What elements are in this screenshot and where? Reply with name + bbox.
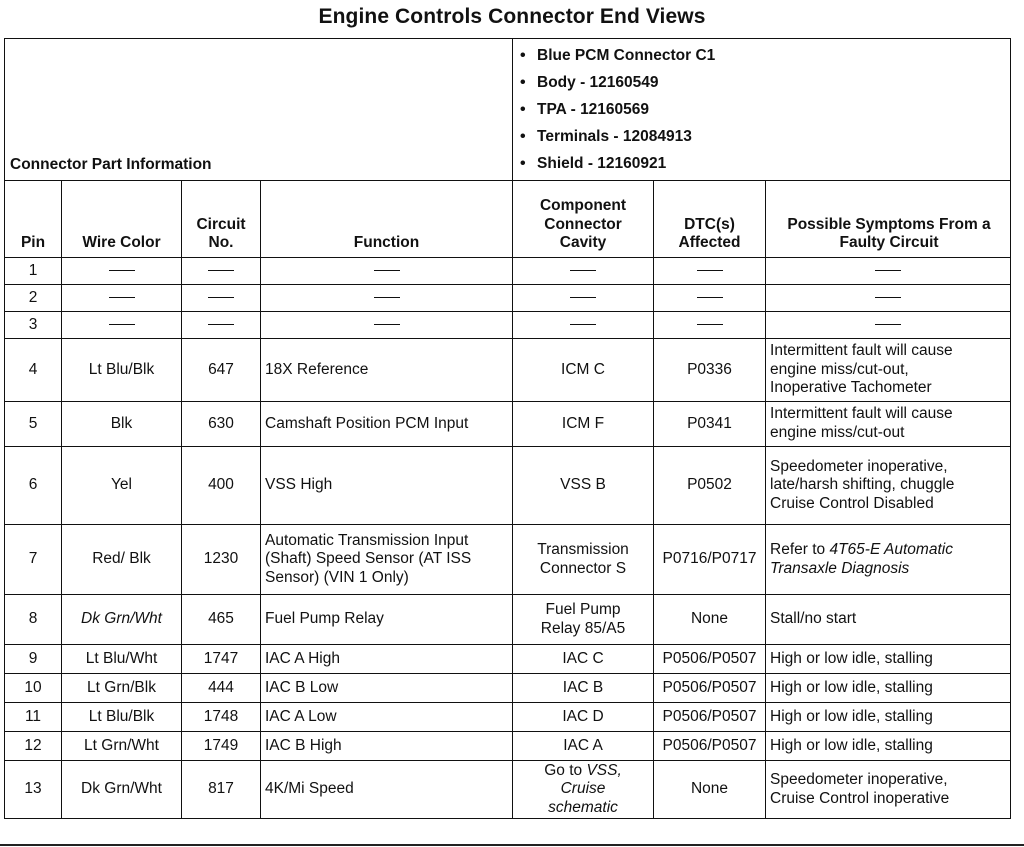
cavity-cell: ICM C (513, 339, 654, 402)
dtc-cell: None (654, 761, 766, 819)
circuit-cell: 444 (182, 674, 261, 703)
function-cell: IAC B Low (261, 674, 513, 703)
connector-part-item: • Blue PCM Connector C1 (537, 42, 1004, 69)
wire-color-cell: Yel (62, 447, 182, 525)
pin-row (5, 703, 1011, 732)
function-cell: 4K/Mi Speed (261, 761, 513, 819)
wire-color-cell: Dk Grn/Wht (62, 761, 182, 819)
circuit-cell: 1230 (182, 525, 261, 595)
empty-dash (374, 324, 400, 325)
pin-row (5, 339, 1011, 402)
circuit-cell: 1749 (182, 732, 261, 761)
header-circuit: Circuit No. (182, 181, 261, 258)
circuit-cell (182, 285, 261, 312)
pin-cell: 11 (5, 703, 62, 732)
cavity-cell: IAC B (513, 674, 654, 703)
symptoms-cell: Speedometer inoperative, late/harsh shifting, chuggle Cruise Control Disabled (766, 447, 1011, 525)
circuit-cell (182, 312, 261, 339)
connector-part-item: • Shield - 12160921 (537, 150, 1004, 177)
wire-color-cell: Lt Grn/Blk (62, 674, 182, 703)
circuit-cell: 1748 (182, 703, 261, 732)
cavity-cell (513, 258, 654, 285)
symptoms-cell (766, 312, 1011, 339)
symptoms-cell: Intermittent fault will cause engine miss/cut-out, Inoperative Tachometer (766, 339, 1011, 402)
connector-info-row (5, 39, 1011, 181)
empty-dash (697, 270, 723, 271)
symptoms-cell: High or low idle, stalling (766, 645, 1011, 674)
dtc-cell: P0506/P0507 (654, 703, 766, 732)
dtc-cell: P0502 (654, 447, 766, 525)
symptoms-cell: Intermittent fault will cause engine miss/cut-out (766, 402, 1011, 447)
cavity-cell: ICM F (513, 402, 654, 447)
wire-color-cell: Dk Grn/Wht (62, 595, 182, 645)
circuit-cell: 400 (182, 447, 261, 525)
function-cell (261, 285, 513, 312)
dtc-cell (654, 312, 766, 339)
wire-color-cell: Blk (62, 402, 182, 447)
pin-row (5, 645, 1011, 674)
connector-part-item: • TPA - 12160569 (537, 96, 1004, 123)
empty-dash (875, 270, 901, 271)
wire-color-cell (62, 258, 182, 285)
pin-cell: 2 (5, 285, 62, 312)
pin-cell: 7 (5, 525, 62, 595)
function-cell: IAC B High (261, 732, 513, 761)
dtc-cell: P0506/P0507 (654, 732, 766, 761)
connector-part-list (513, 39, 1011, 181)
symptoms-cell: Speedometer inoperative, Cruise Control inoperative (766, 761, 1011, 819)
function-cell: Automatic Transmission Input (Shaft) Speed Sensor (AT ISS Sensor) (VIN 1 Only) (261, 525, 513, 595)
pin-cell: 5 (5, 402, 62, 447)
header-function: Function (261, 181, 513, 258)
cavity-cell: Fuel Pump Relay 85/A5 (513, 595, 654, 645)
connector-pin-table (4, 38, 1011, 819)
dtc-cell: P0716/P0717 (654, 525, 766, 595)
symptoms-cell: Stall/no start (766, 595, 1011, 645)
header-cavity: Component Connector Cavity (513, 181, 654, 258)
dtc-cell: P0336 (654, 339, 766, 402)
cavity-cell: VSS B (513, 447, 654, 525)
page-title: Engine Controls Connector End Views (318, 5, 706, 28)
function-cell (261, 258, 513, 285)
header-wire-color: Wire Color (62, 181, 182, 258)
cavity-cell: IAC C (513, 645, 654, 674)
pin-row (5, 285, 1011, 312)
empty-dash (374, 270, 400, 271)
dtc-cell (654, 258, 766, 285)
circuit-cell: 647 (182, 339, 261, 402)
pin-row (5, 447, 1011, 525)
pin-cell: 10 (5, 674, 62, 703)
pin-cell: 13 (5, 761, 62, 819)
connector-part-item: • Terminals - 12084913 (537, 123, 1004, 150)
wire-color-cell: Lt Blu/Blk (62, 703, 182, 732)
wire-color-cell: Lt Blu/Wht (62, 645, 182, 674)
dtc-cell: P0341 (654, 402, 766, 447)
header-symptoms: Possible Symptoms From a Faulty Circuit (766, 181, 1011, 258)
function-cell (261, 312, 513, 339)
symptoms-cell: High or low idle, stalling (766, 732, 1011, 761)
pin-cell: 8 (5, 595, 62, 645)
header-dtc: DTC(s) Affected (654, 181, 766, 258)
empty-dash (109, 324, 135, 325)
function-cell: Fuel Pump Relay (261, 595, 513, 645)
pin-row (5, 674, 1011, 703)
pin-row (5, 595, 1011, 645)
symptoms-cell: High or low idle, stalling (766, 674, 1011, 703)
dtc-cell: P0506/P0507 (654, 674, 766, 703)
wire-color-cell: Red/ Blk (62, 525, 182, 595)
wire-color-cell: Lt Grn/Wht (62, 732, 182, 761)
dtc-cell: None (654, 595, 766, 645)
empty-dash (570, 324, 596, 325)
symptoms-cell: High or low idle, stalling (766, 703, 1011, 732)
empty-dash (109, 297, 135, 298)
symptoms-cell (766, 258, 1011, 285)
empty-dash (570, 270, 596, 271)
pin-row (5, 761, 1011, 819)
function-cell: IAC A High (261, 645, 513, 674)
connector-part-info-label: Connector Part Information (5, 39, 513, 181)
header-pin: Pin (5, 181, 62, 258)
wire-color-cell: Lt Blu/Blk (62, 339, 182, 402)
cavity-cell: Transmission Connector S (513, 525, 654, 595)
pin-row (5, 258, 1011, 285)
empty-dash (109, 270, 135, 271)
wire-color-cell (62, 285, 182, 312)
empty-dash (875, 324, 901, 325)
circuit-cell: 465 (182, 595, 261, 645)
function-cell: IAC A Low (261, 703, 513, 732)
empty-dash (875, 297, 901, 298)
function-cell: 18X Reference (261, 339, 513, 402)
cavity-cell: IAC A (513, 732, 654, 761)
empty-dash (697, 324, 723, 325)
empty-dash (208, 270, 234, 271)
pin-cell: 9 (5, 645, 62, 674)
cavity-cell: Go to VSS, Cruise schematic (513, 761, 654, 819)
function-cell: VSS High (261, 447, 513, 525)
circuit-cell: 1747 (182, 645, 261, 674)
pin-cell: 3 (5, 312, 62, 339)
pin-cell: 12 (5, 732, 62, 761)
circuit-cell: 817 (182, 761, 261, 819)
pin-row (5, 732, 1011, 761)
circuit-cell (182, 258, 261, 285)
empty-dash (570, 297, 596, 298)
dtc-cell: P0506/P0507 (654, 645, 766, 674)
cavity-cell (513, 312, 654, 339)
header-row (5, 181, 1011, 258)
pin-row (5, 402, 1011, 447)
empty-dash (697, 297, 723, 298)
empty-dash (208, 297, 234, 298)
wire-color-cell (62, 312, 182, 339)
symptoms-cell: Refer to 4T65-E Automatic Transaxle Diagnosis (766, 525, 1011, 595)
cavity-cell: IAC D (513, 703, 654, 732)
pin-row (5, 312, 1011, 339)
pin-cell: 4 (5, 339, 62, 402)
empty-dash (208, 324, 234, 325)
dtc-cell (654, 285, 766, 312)
symptoms-cell (766, 285, 1011, 312)
pin-cell: 1 (5, 258, 62, 285)
connector-part-item: • Body - 12160549 (537, 69, 1004, 96)
pin-cell: 6 (5, 447, 62, 525)
cavity-cell (513, 285, 654, 312)
page-bottom-rule (0, 844, 1024, 846)
empty-dash (374, 297, 400, 298)
function-cell: Camshaft Position PCM Input (261, 402, 513, 447)
circuit-cell: 630 (182, 402, 261, 447)
pin-row (5, 525, 1011, 595)
